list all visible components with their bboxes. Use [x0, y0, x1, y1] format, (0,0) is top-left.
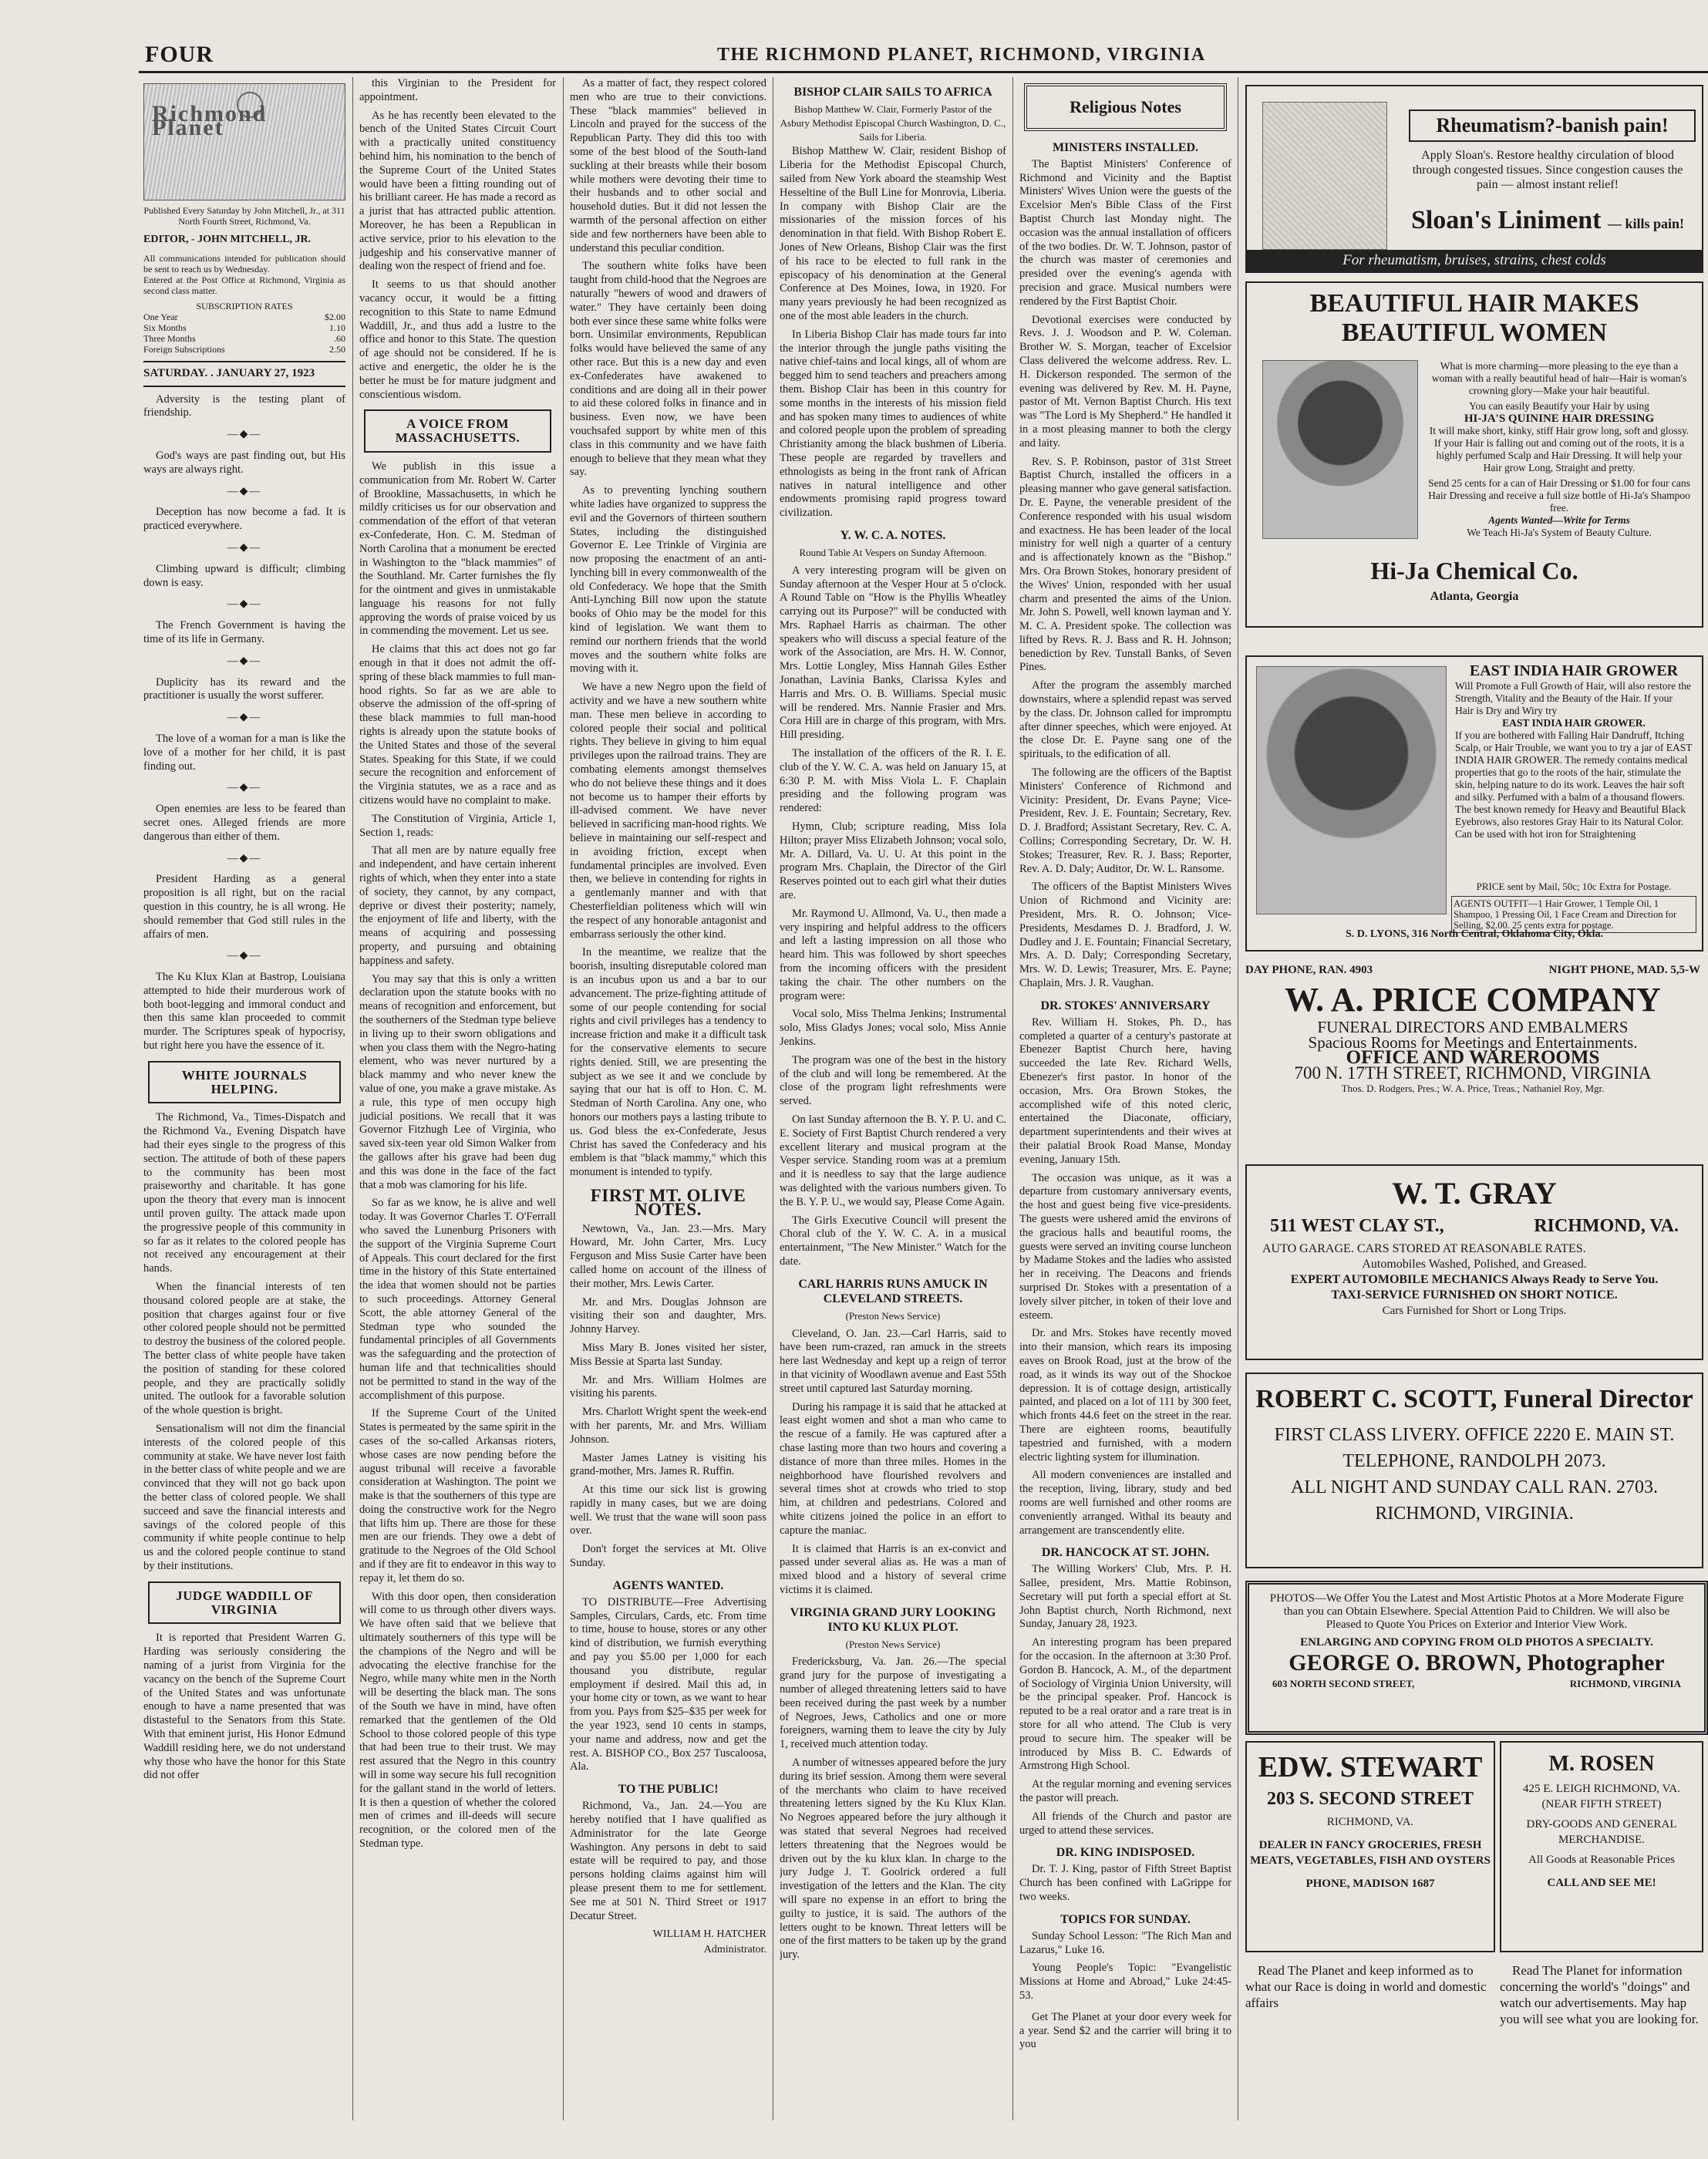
article-heading: BISHOP CLAIR SAILS TO AFRICA: [793, 86, 992, 99]
signature: WILLIAM H. HATCHER: [652, 1928, 766, 1941]
woman-portrait: [1256, 666, 1447, 914]
ad-line: AUTO GARAGE. CARS STORED AT REASONABLE RATES.: [1262, 1242, 1586, 1255]
paragraph: The following are the officers of the Baptist Ministers' Conference of Richmond and Vicinity: President, Dr. Evans Payne; Vice-President, Rev. J. E. Fountain; Secretary, Rev. D. J. Bradford; Assistant Secretary, Rev. C. A. Collins; Corresponding Secretary, Dr. W. H. Stokes; Treasurer, Rev. R. J. Bass; Reporter, Rev. A. D. Daly; Auditor, Dr. W. L. Ransome.: [1019, 766, 1231, 875]
ad-line: (NEAR FIFTH STREET): [1541, 1798, 1662, 1810]
paragraph: Mr. Raymond U. Allmond, Va. U., then made a very inspiring and helpful address to the officers and left a lasting impression on all those who heard him. This was followed by short speeches from the incoming officers with the president taking the chair. The other numbers on the program were:: [780, 907, 1006, 1002]
paragraph: Newtown, Va., Jan. 23.—Mrs. Mary Howard, Mr. John Carter, Mrs. Lucy Ferguson and Miss Susie Carter have been called home on account of the illness of their mother, Mrs. Lewis Carter.: [570, 1222, 766, 1290]
paragraph: That all men are by nature equally free and independent, and have certain inherent rights of which, when they enter into a state of society, they cannot, by any compact, deprive or divest their posterity; namely, the enjoyment of life and liberty, with the means of acquiring and possessing property, and pursuing and obtaining happiness and safety.: [359, 844, 556, 967]
ad-company: M. ROSEN: [1548, 1752, 1655, 1776]
paragraph: Mrs. Charlott Wright spent the week-end with her parents, Mr. and Mrs. William Johnson.: [570, 1406, 766, 1446]
ad-phones: DAY PHONE, RAN. 4903 NIGHT PHONE, MAD. 5,5-W: [1245, 964, 1700, 976]
paragraph: The Ku Klux Klan at Bastrop, Louisiana attempted to hide their murderous work of both boot-legging and immoral conduct and then this same klan proceeded to commit murder. The Scriptures speak of hypocrisy, but right here you have the essence of it.: [143, 971, 345, 1053]
ad-george-brown: [1245, 1581, 1708, 1735]
ad-line: 425 E. LEIGH RICHMOND, VA.: [1522, 1783, 1681, 1795]
paragraph: Don't forget the services at Mt. Olive Sunday.: [570, 1543, 766, 1570]
ad-agents: AGENTS OUTFIT—1 Hair Grower, 1 Temple Oil, 1 Shampoo, 1 Pressing Oil, 1 Face Cream and Direction for Selling, $2.00. 25 cents extra for postage.: [1451, 896, 1696, 933]
ad-company: W. A. PRICE COMPANY: [1285, 981, 1661, 1019]
paragraph: Vocal solo, Miss Thelma Jenkins; Instrumental solo, Miss Gladys Jones; vocal solo, Miss Annie Jenkins.: [780, 1008, 1006, 1048]
paragraph: At this time our sick list is growing rapidly in many cases, but we are doing well. We trust that the wane will soon pass over.: [570, 1484, 766, 1538]
article-heading: WHITE JOURNALS HELPING.: [148, 1061, 341, 1104]
article-heading: DR. KING INDISPOSED.: [1056, 1846, 1195, 1860]
paragraph: The Girls Executive Council will present the Choral club of the Y. W. C. A. in a musical entertainment, "The New Minister." Watch for the date.: [780, 1214, 1006, 1268]
paragraph: Rev. S. P. Robinson, pastor of 31st Street Baptist Church, installed the officers in a pleasing manner who gave general satisfaction. Dr. E. Payne, the venerable president of the Conference responded with his usual wisdom and exactness. He has been leader of the local ministry for well nigh a quarter of a century and is affectionately known as the "Bishop." Mrs. Ora Brown Stokes, honorary president of the Wives' Union, responded with her usual charm and presented the aims of the Union. Mr. John S. Powell, well known layman and Y. M. C. A. President spoke. The collection was lifted by Revs. R. J. Bass and R. H. Johnson; benediction by Rev. Tunstall Banks, of Seven Pines.: [1019, 455, 1231, 674]
ad-line: Spacious Rooms for Meetings and Entertainments.: [1308, 1033, 1638, 1052]
ad-line: ENLARGING AND COPYING FROM OLD PHOTOS A SPECIALTY.: [1300, 1636, 1653, 1649]
paragraph: The Willing Workers' Club, Mrs. P. H. Sallee, president, Mrs. Mattie Robinson, Secretary will put forth a special effort at St. John Baptist church, North Richmond, next Sunday, January 28, 1923.: [1019, 1563, 1231, 1631]
postal-note: Entered at the Post Office at Richmond, Virginia as second class matter.: [143, 274, 345, 296]
subscription-rates: [143, 301, 345, 355]
ad-headline: Rheumatism?-banish pain!: [1409, 109, 1696, 142]
ad-east-india-hair-grower: [1245, 655, 1703, 952]
religious-notes-banner: Religious Notes: [1024, 83, 1227, 131]
ad-line: FIRST CLASS LIVERY. OFFICE 2220 E. MAIN ST.: [1274, 1425, 1675, 1445]
paragraph: Master James Latney is visiting his grand-mother, Mrs. James R. Ruffin.: [570, 1451, 766, 1478]
rates-title: SUBSCRIPTION RATES: [196, 300, 293, 312]
ad-body: PHOTOS—We Offer You the Latest and Most Artistic Photos at a More Moderate Figure than you can Obtain Elsewhere. Special Attention Paid to Children. We will also be Pleased to Quote You Prices on Exterior and Interior View Work.: [1269, 1592, 1684, 1631]
ad-company: EDW. STEWART: [1258, 1751, 1483, 1783]
header-rule: [139, 71, 1708, 73]
ad-headline: BEAUTIFUL WOMEN: [1341, 318, 1608, 347]
article-heading: AGENTS WANTED.: [612, 1578, 724, 1592]
article-heading: MINISTERS INSTALLED.: [1052, 140, 1199, 154]
paragraph: After the program the assembly marched downstairs, where a splendid repast was served by the class. Dr. Johnson called for impromptu after dinner speeches, which were enjoyed. At the close Dr. E. Payne sang one of the spirituals, to the edification of all.: [1019, 679, 1231, 761]
paragraph: Sensationalism will not dim the financial interests of the colored people of this community at stake. We have never lost faith in the better class of white people and we are convinced that they will not go back upon the better class of colored people. We shall succeed and save the financial interests and savings of the colored people of this community if white people continue to help us and the colored people continue to stand by their institutions.: [143, 1423, 345, 1572]
paragraph: You may say that this is only a written declaration upon the statute books with no means of recognition and enforcement, but the southerners of the Stedman type believe in living up to their sworn obligations and when you class them with the Negro-hating element, who was never nurtured by a black mammy and who never knew the value of one, you make a grave mistake. As a rule, this type of men occupy high judicial positions. We recall that it was Governor Fitzhugh Lee of Virginia, who saved six-teen year old Simon Walker from the gallows after his grave had been dug and this was done in the face of the fact that a mob was clamoring for his life.: [359, 972, 556, 1191]
paragraph: Dr. T. J. King, pastor of Fifth Street Baptist Church has been confined with LaGrippe for two weeks.: [1019, 1863, 1231, 1904]
column-rule: [352, 77, 353, 2120]
paragraph: With this door open, then consideration will come to us through other divers ways. We have often said that we believe that ultimately southerners of this type will be the champions of the Negro and will be advocating the elective franchise for the Negro, while many white men in the North will be deserting the black man. The sons of the South we have in mind, have often remarked that the gentlemen of the Old School to those colored people of this type that had been true to their trust. We may rest assured that the Negro in this country will in some way secure his full recognition for the gallant stand in the world of letters. It is then a question of whether the colored men of crimes and ill-deeds will secure recognition, or the colored men of the Stedman type.: [359, 1590, 556, 1851]
ad-line: 700 N. 17TH STREET, RICHMOND, VIRGINIA: [1294, 1063, 1652, 1083]
paragraph: Devotional exercises were conducted by Revs. J. J. Woodson and P. W. Coleman. Brother W. S. Morgan, teacher of Excelsior Class delivered the welcome address. Rev. L. H. Dickerson responded. The sermon of the evening was delivered by Rev. M. H. Payne, pastor of Mt. Vernon Baptist Church. His text was "The Lord is My Shepherd." He handled it in a most pleasing manner to both the clergy and laity.: [1019, 313, 1231, 450]
paragraph: Get The Planet at your door every week for a year. Send $2 and the carrier will bring it to you: [1019, 2010, 1231, 2051]
running-head: THE RICHMOND PLANET, RICHMOND, VIRGINIA: [717, 45, 1206, 65]
rate-row: One Year $2.00: [143, 311, 345, 322]
masthead-illustration: [143, 83, 345, 200]
ad-product: Sloan's Liniment — kills pain!: [1410, 206, 1685, 234]
paragraph: At the regular morning and evening services the pastor will preach.: [1019, 1778, 1231, 1805]
paragraph: The southern white folks have been taught from child-hood that the Negroes are naturally "hewers of wood and drawers of water." They have certainly been doing both ever since these same white folks were born. Unsimilar environments, Republican folks would have believed the same of any other race. But this is a new day and even ex-Confederates have awakened to conditions and are doing all in their power to aid these colored folks in finance and in business. Even now, we have been vouchsafed support by white men of this class in this community and we have faith enough to believe that they mean what they say.: [570, 260, 766, 479]
paragraph: The Richmond, Va., Times-Dispatch and the Richmond Va., Evening Dispatch have had their eyes single to the progress of this section. The attitude of both of these papers to the community has been most praiseworthy and charitable. It has gone upon the theory that every man is innocent until proven guilty. The attack made upon the progressive people of this community in so far as it relates to the colored people has not received any encouragement at their hands.: [143, 1111, 345, 1275]
page-number: FOUR: [145, 42, 214, 67]
woman-portrait: [1262, 360, 1418, 539]
communications-note: All communications intended for publication should be sent to reach us by Wednesday.: [143, 252, 345, 275]
paragraph: We have a new Negro upon the field of activity and we have a new southern white man. These men believe in according to colored people their social and political rights. They believe in giving to him equal privileges upon the railroad trains. They are combating elements amongst themselves who do not believe these things and it does not become us to hamper their efforts by ill-advised comment. We have never believed in sacrificing man-hood rights. We believe in maintaining our self-respect and in avoiding friction, except when fundamental principles are involved. Even then, we believe in contending for rights in a gentlemanly manner and with that Chesterfieldian politeness which will win the respect of any honorable antagonist and embarrass seriously the other kind.: [570, 681, 766, 941]
paragraph: Adversity is the testing plant of friendship.: [143, 392, 345, 419]
read-planet-note-2: Read The Planet for information concerning the world's "doings" and watch our advertisements. May hap you will see what you are looking for.: [1500, 1963, 1699, 2026]
article-heading: TO THE PUBLIC!: [618, 1783, 719, 1797]
ad-strip: For rheumatism, bruises, strains, chest colds: [1247, 250, 1702, 271]
paragraph: The installation of the officers of the R. I. E. club of the Y. W. C. A. was held on January 15, at 6:30 P. M. with Miss Viola L. F. Chaplain presiding and the following program was rendered:: [780, 747, 1006, 815]
paragraph: Duplicity has its reward and the practitioner is usually the worst sufferer.: [143, 675, 345, 702]
separator: —◆—: [227, 655, 262, 667]
paragraph: In Liberia Bishop Clair has made tours far into the interior through the jungle paths visiting the native chief-tains and local kings, all of whom are begged him to send teachers and preachers among them. Bishop Clair has been in this country for some months in the interests of his mission field and has spoken many times to audiences of white and colored people upon the problem of spreading Christianity among the black bushmen of Liberia. These people are regarded by travellers and ethnologists as being in the front rank of African natives in natural intelligence and other endowments promising rapid progress toward civilization.: [780, 328, 1006, 520]
paragraph: Young People's Topic: "Evangelistic Missions at Home and Abroad," Luke 24:45-53.: [1019, 1962, 1231, 2002]
paragraph: A very interesting program will be given on Sunday afternoon at the Vesper Hour at 5 o'clock. A Round Table on "How is the Phyllis Wheatley carrying out its Purpose?" will be conducted with Mrs. Raphael Harris as chairman. The other speakers who will discuss a special feature of the work of the Association, are Mrs. H. W. Connor, Mrs. Lottie Longley, Miss Hannah Giles Esther Jonathan, Lavinia Banks, Clarissa Kyles and Harris and Mrs. O. B. Williams. Special music will be rendered. Mrs. Nannie Frasier and Mrs. Cora Hill are in charge of this program, with Mrs. Hill presiding.: [780, 564, 1006, 742]
article-heading: FIRST MT. OLIVE NOTES.: [590, 1185, 746, 1219]
ad-edw-stewart: [1245, 1741, 1495, 1952]
ad-address: 203 S. SECOND STREET: [1266, 1789, 1474, 1809]
publisher-note: Published Every Saturday by John Mitchell, Jr., at 311 North Fourth Street, Richmond, Va.: [143, 205, 345, 227]
paragraph: The program was one of the best in the history of the club and will long be remembered. At the close of the program light refreshments were served.: [780, 1053, 1006, 1108]
paragraph: He claims that this act does not go far enough in that it does not admit the off-spring of these black mammies to full man-hood rights. So far as we are able to observe the admission of the off-spring of these black mammies to full man-hood rights is already upon the statute books of the United States and those of the several States. Speaking for this State, if we could secure the recognition and enforcement of the Virginia statutes, we as a race and as citizens would have no complaint to make.: [359, 643, 556, 807]
signature-role: Administrator.: [703, 1944, 766, 1956]
column-editorial: [143, 77, 345, 2128]
ad-robert-scott: [1245, 1373, 1703, 1568]
paragraph: A number of witnesses appeared before the jury during its brief session. Among them were several of the merchants who claim to have received threatening letters signed by the Ku Klux Klan. No Negroes appeared before the jury although it was stated that several Negroes had received letters threatening that the Negroes would be driven out by the ku klux klan. In charge to the jury Judge J. T. Goolrick ordered a full investigation of the letters and the Klan. The city will spare no expense in an effort to bring the guilty to justice, it is said. The authors of the letters ought to be known. Threat letters will be one of the first matters to be taken up by the grand jury.: [780, 1757, 1006, 1962]
ad-hija-chemical: [1245, 281, 1703, 628]
separator: —◆—: [227, 598, 262, 611]
paragraph: When the financial interests of ten thousand colored people are at stake, the position that charges against four or five other colored people should not be permitted to destroy the business of the colored people. The better class of white people have taken the position of standing for these colored people, and they are practically solidly united. The outlook for a favorable solution of the whole question is bright.: [143, 1281, 345, 1417]
article-subheading: Round Table At Vespers on Sunday Afternoon.: [799, 546, 987, 558]
ad-line: OFFICE AND WAREROOMS: [1346, 1047, 1600, 1068]
article-subheading: Bishop Matthew W. Clair, Formerly Pastor of the Asbury Methodist Episcopal Church Washington, D. C., Sails for Liberia.: [780, 103, 1006, 143]
ad-line: ALL NIGHT AND SUNDAY CALL RAN. 2703.: [1290, 1477, 1658, 1497]
ad-line: FUNERAL DIRECTORS AND EMBALMERS: [1317, 1018, 1629, 1036]
rate-row: Foreign Subscriptions 2.50: [143, 343, 345, 355]
paragraph: Richmond, Va., Jan. 24.—You are hereby notified that I have qualified as Administrator for the late George Washington. Any persons in debt to said estate will be required to pay, and those persons holding claims against him will please present them to me for settlement. See me at 501 N. Third Street or 1917 Decatur Street.: [570, 1800, 766, 1922]
paragraph: The French Government is having the time of its life in Germany.: [143, 619, 345, 645]
ad-wt-gray: [1245, 1164, 1703, 1360]
column-editorial-2: [359, 77, 556, 2128]
separator: —◆—: [227, 782, 262, 794]
article-heading: TOPICS FOR SUNDAY.: [1060, 1912, 1191, 1926]
paragraph: Hymn, Club; scripture reading, Miss Iola Hilton; prayer Miss Elizabeth Johnson; vocal solo, Mr. A. Dillard, Va. U. U. At this point in the program Mrs. Chaplain, the Director of the Girl Reserves pointed out to each girl what their duties are.: [780, 820, 1006, 902]
paragraph: Fredericksburg, Va. Jan. 26.—The special grand jury for the purpose of investigating a number of alleged threatening letters said to have been received during the past week by a number of Negroes, Jews, Catholics and one or more foreigners, warning them to leave the city by July 1, received much attention today.: [780, 1655, 1006, 1751]
paragraph: During his rampage it is said that he attacked at least eight women and shot a man who came to the rescue of a family. He was captured after a chase lasting more than two hours and covering a distance of more than three miles. Homes in the neighborhood have flourished revolvers and several times shot at crowds who tried to stop him, at children and pedestrians. Colored and white citizens joined the police in an effort to capture the maniac.: [780, 1400, 1006, 1537]
paragraph: TO DISTRIBUTE—Free Advertising Samples, Circulars, Cards, etc. From time to time, house to house, stores or any other kind of distribution, we furnish everything and pay you $5.00 per 1,000 for each thousand you distribute, regular employment if desired. Mail this ad, in your home city or town, as we want to hear from you. Pays from $25–$35 per week for the year 1923, send 10 cents in stamps, your name and address, now and get the rest. A. BISHOP CO., Box 257 Tuscaloosa, Ala.: [570, 1595, 766, 1773]
paragraph: Miss Mary B. Jones visited her sister, Miss Bessie at Sparta last Sunday.: [570, 1341, 766, 1368]
ad-wa-price-company: [1245, 964, 1700, 1153]
column-religious: [1019, 77, 1231, 2128]
rate-row: Three Months .60: [143, 332, 345, 344]
paragraph: God's ways are past finding out, but His ways are always right.: [143, 449, 345, 476]
paragraph: Climbing upward is difficult; climbing down is easy.: [143, 562, 345, 589]
ad-address: 511 WEST CLAY ST., RICHMOND, VA.: [1270, 1216, 1679, 1236]
article-heading: DR. STOKES' ANNIVERSARY: [1040, 999, 1211, 1012]
paragraph: If the Supreme Court of the United States is permeated by the same spirit in the cases of the so-called Arkansas rioters, whose cases are now pending before the august tribunal will receive a favorable consideration at Washington. The point we make is that the southerners of this type are doing the constructive work for the Negro that lifts him up. There are those for these men are our friends. They owe a debt of gratitude to the Negroes of the Old School and if they are fit to endeavor in this way to repay it, let them do so.: [359, 1407, 556, 1585]
ad-company: GEORGE O. BROWN, Photographer: [1289, 1650, 1665, 1676]
paragraph: All friends of the Church and pastor are urged to attend these services.: [1019, 1810, 1231, 1837]
ad-address: S. D. LYONS, 316 North Central, Oklahoma City, Okla.: [1346, 928, 1603, 940]
paragraph: It seems to us that should another vacancy occur, it would be a fitting recognition to this State to name Edmund Waddill, Jr., and thus add a lustre to the office and honor to this State. The question of age should not be considered. If he is active and energetic, the older he is the better he must be for mature judgment and conscientious wisdom.: [359, 278, 556, 401]
separator: —◆—: [227, 541, 262, 554]
issue-dateline: SATURDAY. . JANUARY 27, 1923: [143, 361, 345, 387]
column-rule: [563, 77, 564, 2120]
separator: —◆—: [227, 712, 262, 724]
article-heading: VIRGINIA GRAND JURY LOOKING INTO KU KLUX PLOT.: [790, 1605, 996, 1634]
paragraph: Mr. and Mrs. William Holmes are visiting his parents.: [570, 1373, 766, 1400]
ad-company: W. T. GRAY: [1392, 1176, 1557, 1211]
ad-headline: BEAUTIFUL HAIR MAKES: [1309, 289, 1639, 318]
ad-line: All Goods at Reasonable Prices: [1528, 1854, 1675, 1866]
paragraph: Sunday School Lesson: "The Rich Man and Lazarus," Luke 16.: [1019, 1929, 1231, 1956]
paragraph: In the meantime, we realize that the boorish, insulting disreputable colored man is an incubus upon us and a bar to our advancement. The prize-fighting attitude of some of our people contending for social rights and civil privileges has a tendency to increase friction and make it a difficult task for the conservative elements to secure rights denied. Still, we are presenting the subject as we see it and we conclude by saying that our hat is off to Hon. C. M. Stedman of North Carolina. Any one, who honors our mothers pays a lasting tribute to us. God bless the ex-Confederate, Jesus Christ has saved the Confederacy and his emblem is that "black mammy," which this monument is intended to typify.: [570, 946, 766, 1179]
separator: —◆—: [227, 429, 262, 441]
ad-company: ROBERT C. SCOTT, Funeral Director: [1255, 1385, 1693, 1413]
paragraph: It is claimed that Harris is an ex-convict and passed under several alias as. He was a man of mixed blood and a history of several crime victims it is claimed.: [780, 1542, 1006, 1596]
ad-line: DRY-GOODS AND GENERAL MERCHANDISE.: [1526, 1818, 1677, 1846]
separator: —◆—: [227, 852, 262, 864]
ad-line: RICHMOND, VA.: [1326, 1816, 1414, 1828]
article-heading: DR. HANCOCK AT ST. JOHN.: [1041, 1546, 1210, 1560]
paragraph: Cleveland, O. Jan. 23.—Carl Harris, said to have been rum-crazed, ran amuck in the streets here last Wednesday and kept up a reign of terror in that vicinity of Woodlawn avenue and East 55th street until captured last Saturday morning.: [780, 1327, 1006, 1395]
ad-line: PHONE, MADISON 1687: [1305, 1878, 1435, 1890]
paragraph: Deception has now become a fad. It is practiced everywhere.: [143, 506, 345, 533]
ad-price: PRICE sent by Mail, 50c; 10c Extra for Postage.: [1476, 881, 1672, 892]
paragraph: The Baptist Ministers' Conference of Richmond and Vicinity and the Baptist Ministers' Wives Union were the guests of the Excelsior Men's Bible Class of the First Baptist Church last Monday night. The occasion was the annual installation of officers of the two bodies. Dr. W. T. Johnson, pastor of the church was master of ceremonies and presided over the evening's agenda with precision and grace. Musical numbers were rendered by the First Baptist Choir.: [1019, 157, 1231, 308]
article-heading: CARL HARRIS RUNS AMUCK IN CLEVELAND STREETS.: [798, 1277, 988, 1305]
ad-body: EAST INDIA HAIR GROWER Will Promote a Full Growth of Hair, will also restore the Strength, Vitality and the Beauty of the Hair. If your Hair is Dry and Wiry try EAST INDIA HAIR GROWER. If you are bothered with Falling Hair Dandruff, Itching Scalp, or Hair Trouble, we want you to try a jar of EAST INDIA HAIR GROWER. The remedy contains medical properties that go to the roots of the hair, stimulate the skin, helping nature to do its work. Leaves the hair soft and silky. Perfumed with a balm of a thousand flowers. The best known remedy for Heavy and Beautiful Black Eyebrows, also restores Gray Hair to its Natural Color. Can be used with hot iron for Straightening: [1455, 662, 1693, 840]
editor-line: EDITOR, - JOHN MITCHELL, JR.: [143, 234, 312, 245]
separator: —◆—: [227, 950, 262, 962]
paragraph: The Constitution of Virginia, Article 1, Section 1, reads:: [359, 812, 556, 839]
paragraph: Bishop Matthew W. Clair, resident Bishop of Liberia for the Methodist Episcopal Church, sailed from New York aboard the steamship West Hesseltine of the Bull Line for Monrovia, Liberia. In company with Bishop Clair are the missionaries of the mission forces of his denomination in that field. With Bishop Robert E. Jones of New Orleans, Bishop Clair was the first of his race to be elected to full rank in the episcopacy of his denomination at the General Conference at Des Moines, Iowa, in 1920. For many years previously he had been recognized as one of the most able leaders in the church.: [780, 145, 1006, 322]
paragraph: So far as we know, he is alive and well today. It was Governor Charles T. O'Ferrall who saved the Lunenburg Prisoners with the support of the Virginia Supreme Court of Appeals. This court declared for the first time in the history of this State entertained the idea that women should not be parties to such proceedings. Attorney General Scott, the able attorney General of the Stedman type who sounded the fundamental principles of all Governments was the safeguarding and the protection of human life and that technicalities should not be permitted to stand in the way of the accomplishment of this purpose.: [359, 1197, 556, 1402]
ad-sloans-liniment: [1245, 85, 1703, 273]
ad-body: Apply Sloan's. Restore healthy circulation of blood through congested tissues. Since congestion causes the pain — almost instant relief!: [1412, 149, 1683, 191]
ad-company: Hi-Ja Chemical Co.: [1370, 557, 1578, 584]
ad-line: Automobiles Washed, Polished, and Greased.: [1362, 1258, 1587, 1271]
ad-line: EXPERT AUTOMOBILE MECHANICS Always Ready to Serve You.: [1290, 1273, 1659, 1286]
paragraph: As he has recently been elevated to the bench of the United States Circuit Court with a practically united constituency behind him, his nomination to the bench of the Supreme Court of the United States would have been a fitting rounding out of his brilliant career. He has made a record as a jurist that has attracted public attention. Moreover, he has been a Republican in active service, prior to his elevation to the judgeship and his conservative manner of dealing won the respect of friend and foe.: [359, 109, 556, 273]
paragraph: Dr. and Mrs. Stokes have recently moved into their mansion, which rears its imposing eaves on Brook Road, just at the brow of the road, as it winds its way out of the Shockoe depression. It is of cottage design, artistically painted, and placed on a lot of 111 by 300 feet, which fronts 44.6 feet on the street in the rear. There are eighteen rooms, beautifully tapestried and furnished, with a modern electric lighting system for illumination.: [1019, 1327, 1231, 1463]
article-heading: JUDGE WADDILL OF VIRGINIA: [148, 1581, 341, 1625]
ad-line: TELEPHONE, RANDOLPH 2073.: [1342, 1451, 1606, 1471]
paragraph: On last Sunday afternoon the B. Y. P. U. and C. E. Society of First Baptist Church rendered a very excellent literary and musical program at the Vesper service. Standing room was at a premium and it is needless to say that the large audience was delighted with the various numbers given. To the B. Y. P. U., we would say, Please Come Again.: [780, 1113, 1006, 1208]
ad-line: Thos. D. Rodgers, Pres.; W. A. Price, Treas.; Nathaniel Roy, Mgr.: [1341, 1083, 1605, 1094]
paragraph: As a matter of fact, they respect colored men who are true to their convictions. These "black mammies" believed in Lincoln and prayed for the success of the Republican Party. They did this too with some of the best blood of the South-land suckling at their breasts while their bosom while mothers were devoting their time to their husbands and to other social and household duties. But it did not lessen the warmth of the personal affection on either side and few northerners have been able to understand this peculiar condition.: [570, 77, 766, 254]
ad-line: DEALER IN FANCY GROCERIES, FRESH MEATS, VEGETABLES, FISH AND OYSTERS: [1250, 1839, 1491, 1867]
ad-m-rosen: [1500, 1741, 1703, 1952]
paragraph: The love of a woman for a man is like the love of a mother for her child, it is past finding out.: [143, 732, 345, 773]
ad-address: 603 NORTH SECOND STREET, RICHMOND, VIRGINIA: [1272, 1678, 1681, 1689]
paragraph: As to preventing lynching southern white ladies have organized to suppress the evil and the Governors of thirteen southern States, including the distinguished Governor E. Lee Trinkle of Virginia are now proposing the enactment of an anti-lynching bill in every commonwealth of the old Confederacy. We hope that the Smith Anti-Lynching Bill now upon the statute books of Ohio may be the model for this kind of legislation. We want them to remind our northern friends that the world moves and the southern white folks are moving with it.: [570, 484, 766, 675]
read-planet-note: Read The Planet and keep informed as to what our Race is doing in world and domestic affairs: [1245, 1963, 1487, 2010]
ad-city: Atlanta, Georgia: [1430, 590, 1519, 603]
ad-line: Cars Furnished for Short or Long Trips.: [1382, 1305, 1567, 1317]
news-service: (Preston News Service): [845, 1309, 941, 1322]
woman-illustration: [1262, 102, 1387, 250]
paragraph: It is reported that President Warren G. Harding was seriously considering the naming of a jurist from Virginia for the vacancy on the bench of the Supreme Court of the United States and was unfortunate enough to have a name presented that was distasteful to the Senators from this State. With that eminent jurist, His Honor Edmund Waddill residing here, we do not understand why those who have the honor for this State did not offer: [143, 1632, 345, 1782]
article-heading: Y. W. C. A. NOTES.: [840, 528, 946, 542]
ad-line: RICHMOND, VIRGINIA.: [1375, 1504, 1574, 1524]
paragraph: this Virginian to the President for appointment.: [359, 77, 556, 103]
paragraph: Rev. William H. Stokes, Ph. D., has completed a quarter of a century's pastorate at Ebenezer Baptist Church here, having succeeded the late Rev. Richard Wells, Ebenezer's first pastor. In honor of the occasion, Mrs. Ora Brown Stokes, the accomplished wife of this noted cleric, entertained the Diaconate, officiary, department superintendents and their wives at their palatial Brook Road Manse, Monday evening, January 15th.: [1019, 1016, 1231, 1166]
paragraph: Open enemies are less to be feared than secret ones. Alleged friends are more dangerous than either of them.: [143, 803, 345, 843]
rate-row: Six Months 1.10: [143, 322, 345, 333]
ad-line: CALL AND SEE ME!: [1547, 1877, 1656, 1889]
news-service: (Preston News Service): [845, 1638, 941, 1650]
paragraph: The occasion was unique, as it was a departure from customary anniversary events, the host and guest being five vice-presidents. The guests were ushered amid the environs of the gracious halls and beautiful rooms, the guests were served an inviting course luncheon by Madame Stokes and the ladies who assisted her in receiving. The Deacons and friends surprised Dr. Stokes with a presentation of a lovely silver pitcher, in token of their love and esteem.: [1019, 1171, 1231, 1322]
paragraph: President Harding as a general proposition is all right, but on the racial question in this country, he is all wrong. He should remember that God still rules in the affairs of men.: [143, 873, 345, 941]
paragraph: The officers of the Baptist Ministers Wives Union of Richmond and Vicinity are: President, Mrs. R. O. Johnson; Vice-Presidents, Mesdames D. J. Bradford, J. W. Dudley and J. E. Fountain; Financial Secretary, Mrs. A. D. Daly; Corresponding Secretary, Mrs. W. D. Lewis; Treasurer, Mrs. E. Payne; Chaplain, Mrs. J. R. Vaughan.: [1019, 881, 1231, 990]
ad-body: What is more charming—more pleasing to the eye than a woman with a really beautiful head of hair—Hair is woman's crowning glory—Make your hair beautiful. You can easily Beautify your Hair by using HI-JA'S QUININE HAIR DRESSING It will make short, kinky, stiff Hair grow long, soft and glossy. If your Hair is falling out and coming out of the roots, it is a highly perfumed Scalp and Hair Dressing. It will help your Hair grow Long, Straight and pretty. Send 25 cents for a can of Hair Dressing or $1.00 for four cans Hair Dressing and receive a full size bottle of Hi-Ja's Shampoo free. Agents Wanted—Write for Terms We Teach Hi-Ja's System of Beauty Culture.: [1428, 360, 1690, 538]
paragraph: An interesting program has been prepared for the occasion. In the afternoon at 3:30 Prof. Gordon B. Hancock, A. M., of the department of Sociology of Virginia Union University, will be the principal speaker. Prof. Hancock is reputed to be a real orator and a rare treat is in store for all who attend. The Club is very proud to secure him. The speaker will be introduced by Miss B. C. Edwards of Armstrong High School.: [1019, 1636, 1231, 1773]
article-heading: A VOICE FROM MASSACHUSETTS.: [364, 409, 551, 453]
masthead-wordmark: Richmond Planet: [152, 101, 268, 140]
paragraph: We publish in this issue a communication from Mr. Robert W. Carter of Brookline, Massachusetts, in which he mildly criticises us for our observation and commendation of the effort of that veteran ex-Confederate, Hon. C. M. Stedman of North Carolina that a monument be erected in Washington to the "black mammies" of the Southland. Mr. Carter furnishes the fly for the ointment and gives in unmistakable language his reasons for not fully approving the words of praise voiced by us in commending the movement. Let us see.: [359, 460, 556, 638]
column-rule: [1012, 77, 1013, 2120]
paragraph: Mr. and Mrs. Douglas Johnson are visiting their son and daughter, Mrs. Johnny Harvey.: [570, 1295, 766, 1336]
ad-line: TAXI-SERVICE FURNISHED ON SHORT NOTICE.: [1331, 1288, 1618, 1302]
column-editorial-3: [570, 77, 766, 2128]
separator: —◆—: [227, 485, 262, 497]
column-news: [780, 77, 1006, 2128]
paragraph: All modern conveniences are installed and the reception, living, library, study and bed rooms are well furnished and other rooms are conveniently arranged. Withal its beauty and arrangement are transcendently elite.: [1019, 1469, 1231, 1537]
